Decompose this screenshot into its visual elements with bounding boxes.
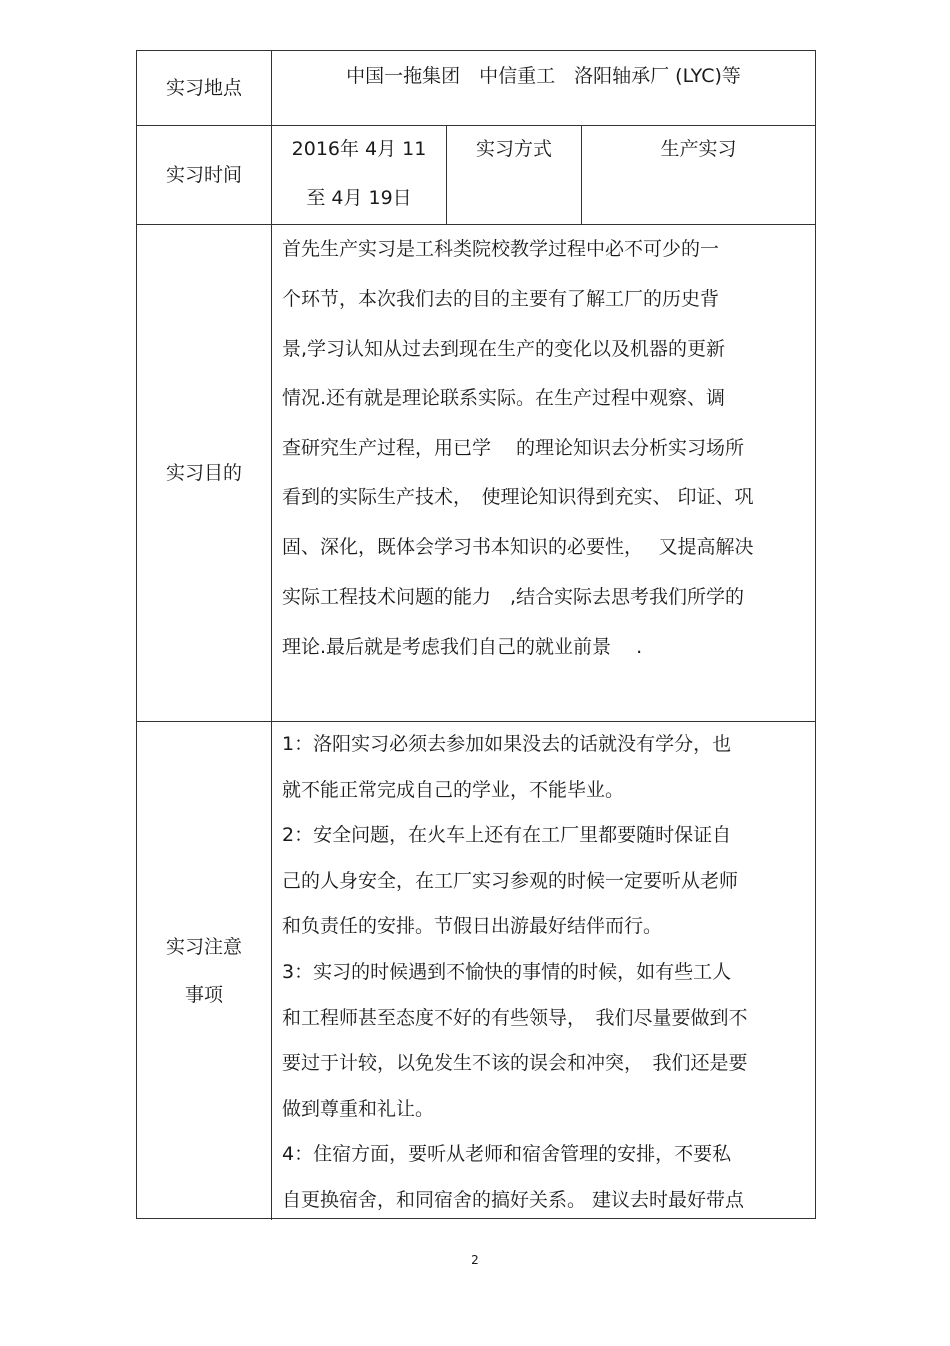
notes-label-line-1: 实习注意 — [165, 936, 242, 958]
method-label: 实习方式 — [475, 138, 552, 160]
date-line-1: 2016年 4月 11 — [291, 138, 427, 160]
notes-line: 己的人身安全，在工厂实习参观的时候一定要听从老师 — [282, 869, 739, 892]
notes-line: 3：实习的时候遇到不愉快的事情的时候，如有些工人 — [282, 961, 732, 983]
purpose-line: 情况.还有就是理论联系实际。在生产过程中观察、调 — [282, 387, 726, 409]
row-purpose — [137, 225, 815, 722]
cell-method-value — [582, 126, 815, 224]
purpose-line: 看到的实际生产技术， 使理论知识得到充实、 印证、巩 — [282, 486, 754, 508]
purpose-line: 理论.最后就是考虑我们自己的就业前景 . — [282, 636, 643, 658]
notes-line: 自更换宿舍，和同宿舍的搞好关系。 建议去时最好带点 — [282, 1189, 745, 1211]
label-time: 实习时间 — [137, 126, 272, 224]
purpose-line: 首先生产实习是工科类院校教学过程中必不可少的一 — [282, 238, 720, 260]
purpose-line: 固、深化，既体会学习书本知识的必要性， 又提高解决 — [282, 536, 754, 558]
date-line-2: 至 4月 19日 — [306, 187, 412, 209]
purpose-line: 个环节，本次我们去的目的主要有了解工厂的历史背 — [282, 288, 720, 310]
purpose-line: 查研究生产过程，用已学 的理论知识去分析实习场所 — [282, 437, 745, 459]
purpose-line: 景,学习认知从过去到现在生产的变化以及机器的更新 — [282, 338, 726, 360]
method-value: 生产实习 — [660, 138, 737, 160]
label-purpose: 实习目的 — [137, 225, 272, 721]
notes-line: 2：安全问题，在火车上还有在工厂里都要随时保证自 — [282, 824, 732, 847]
notes-line: 1：洛阳实习必须去参加如果没去的话就没有学分，也 — [282, 733, 732, 755]
row-location — [137, 51, 815, 126]
cell-time — [272, 126, 815, 224]
cell-time-date — [272, 126, 447, 224]
label-location: 实习地点 — [137, 51, 272, 125]
cell-location-value — [272, 51, 815, 125]
row-time — [137, 126, 815, 225]
notes-line: 和工程师甚至态度不好的有些领导， 我们尽量要做到不 — [282, 1006, 748, 1029]
page-number: 2 — [471, 1253, 479, 1267]
notes-line: 和负责任的安排。节假日出游最好结伴而行。 — [282, 915, 663, 938]
cell-method-label — [447, 126, 582, 224]
internship-table — [136, 50, 816, 1219]
notes-label-line-2: 事项 — [184, 984, 223, 1006]
notes-line: 要过于计较，以免发生不该的误会和冲突， 我们还是要 — [282, 1052, 748, 1075]
purpose-line: 实际工程技术问题的能力 ,结合实际去思考我们所学的 — [282, 586, 745, 608]
location-value: 中国一拖集团 中信重工 洛阳轴承厂 (LYC)等 — [346, 65, 741, 87]
label-notes — [137, 722, 272, 1220]
cell-notes — [272, 722, 815, 1220]
notes-line: 4：住宿方面，要听从老师和宿舍管理的安排，不要私 — [282, 1143, 732, 1166]
row-notes — [137, 722, 815, 1220]
notes-line: 就不能正常完成自己的学业，不能毕业。 — [282, 778, 625, 801]
notes-line: 做到尊重和礼让。 — [282, 1097, 435, 1120]
cell-purpose — [272, 225, 815, 721]
